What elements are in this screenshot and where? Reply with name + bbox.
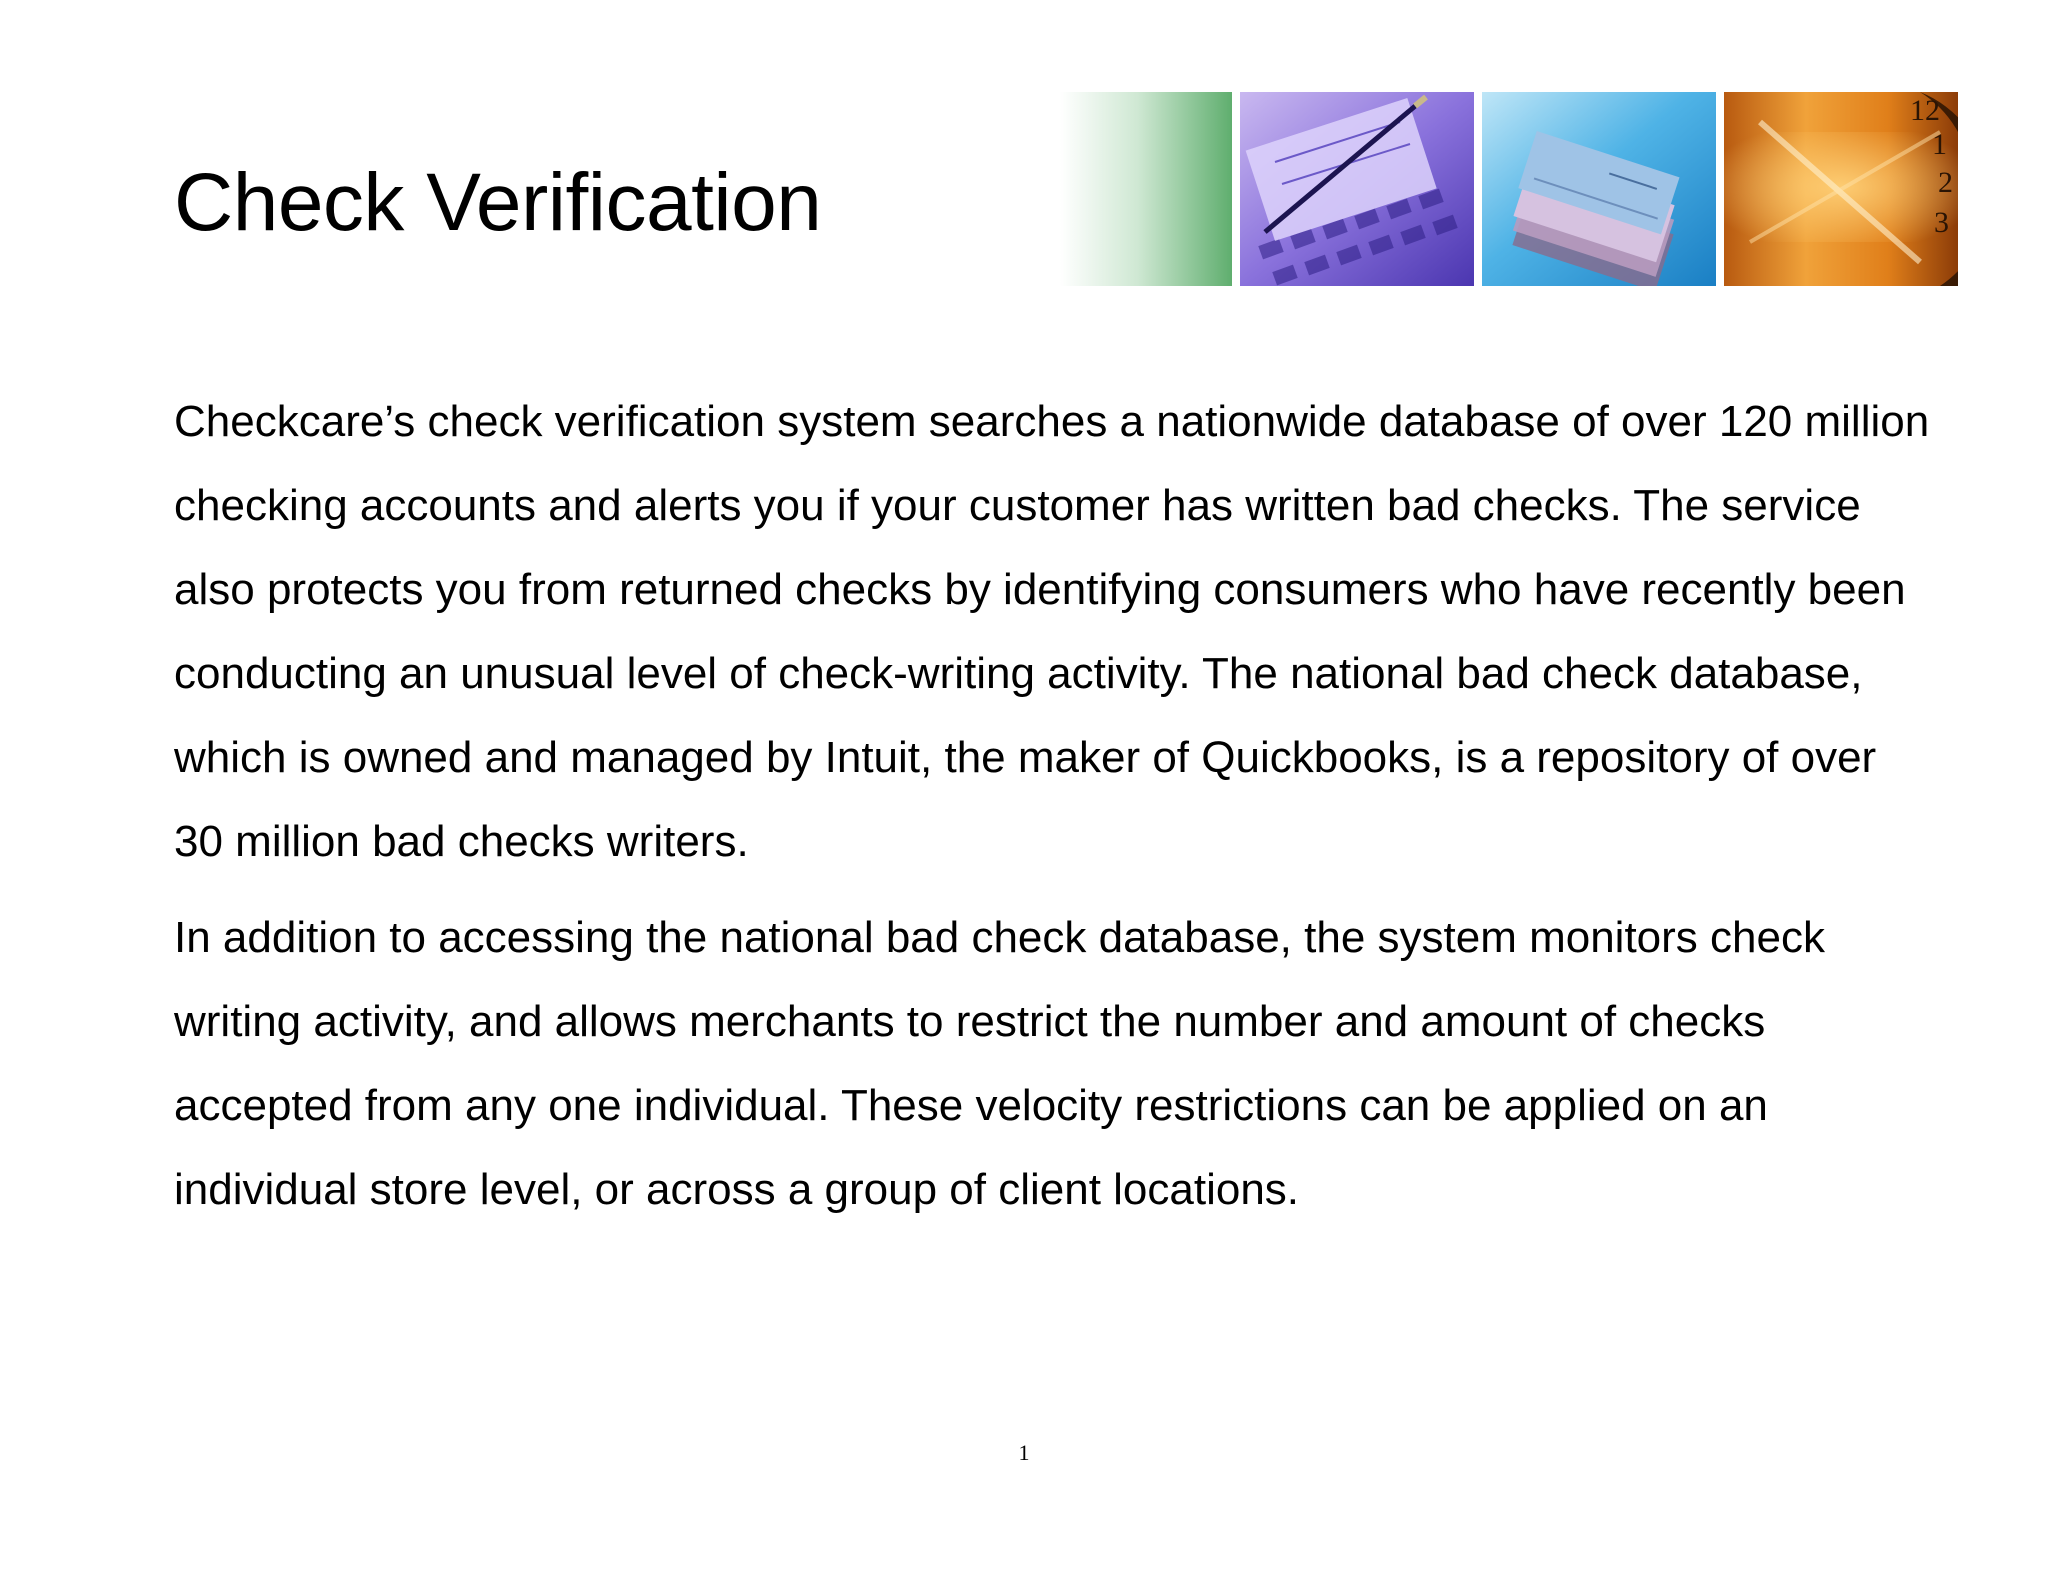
paragraph-velocity-restrictions: In addition to accessing the national bad check database, the system monitors check writing activity, and allows merchants to restrict the number and amount of checks accepted from any one individual. These velocity restrictions can be applied on an individual store level, or across a group of client locations. — [174, 913, 1825, 1214]
body-copy — [174, 380, 1934, 1244]
svg-text:1: 1 — [1932, 128, 1947, 161]
page-number: 1 — [1018, 1440, 1030, 1465]
svg-text:2: 2 — [1938, 166, 1953, 199]
page-title: Check Verification — [174, 157, 822, 248]
stacked-checks-photo-icon — [1482, 92, 1716, 286]
paragraph-verification-overview: Checkcare’s check verification system searches a nationwide database of over 120 million checking accounts and alerts you if your customer has written bad checks. The service also protects you from returned checks by identifying consumers who have recently been conducting an unusual level of check-writing activity. The national bad check database, which is owned and managed by Intuit, the maker of Quickbooks, is a repository of over 30 million bad checks writers. — [174, 397, 1930, 866]
svg-text:12: 12 — [1910, 94, 1940, 127]
check-and-pen-photo-icon — [1240, 92, 1474, 286]
clock-photo-icon — [1724, 92, 1958, 286]
green-gradient-icon — [1060, 92, 1232, 286]
svg-text:3: 3 — [1934, 206, 1949, 239]
header-banner — [1060, 92, 1958, 286]
